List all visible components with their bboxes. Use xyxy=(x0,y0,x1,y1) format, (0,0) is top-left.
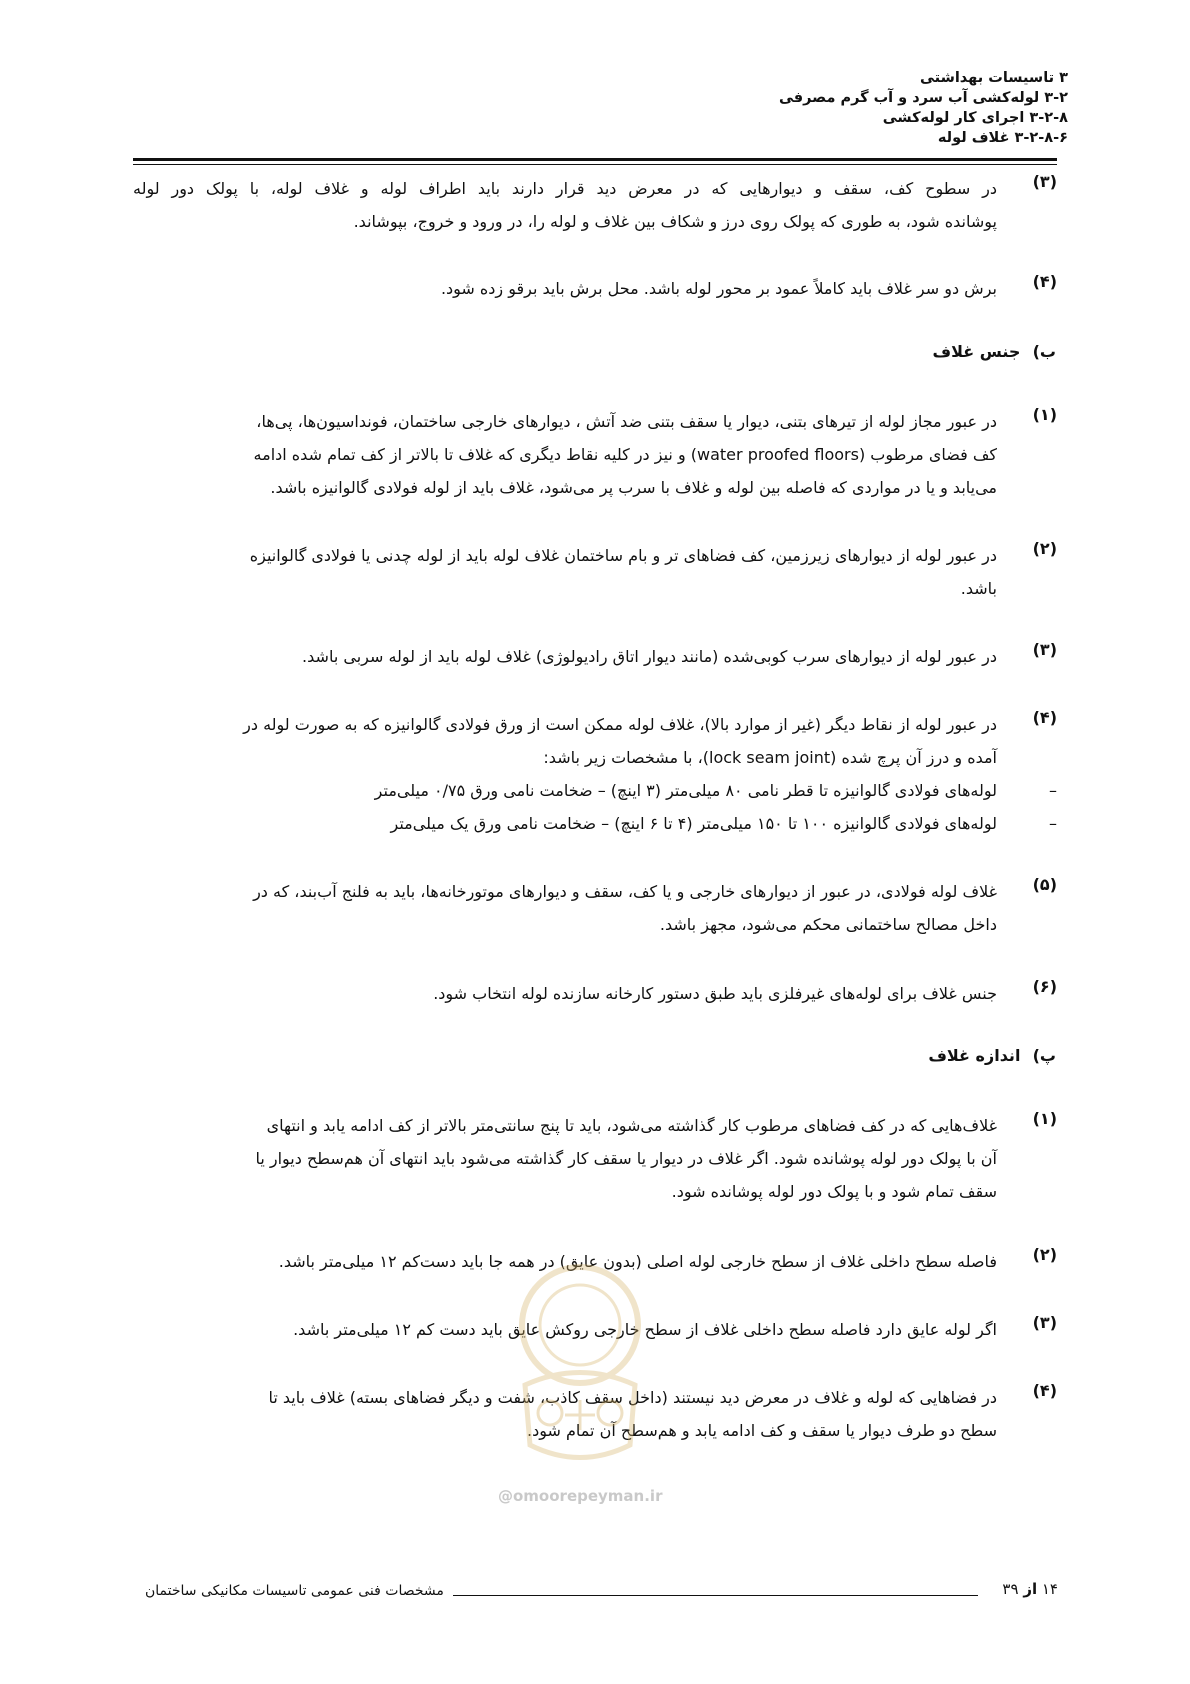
paragraph-line: در سطوح کف، سقف و دیوارهایی که در معرض دید قرار دارند باید اطراف لوله و غلاف لوله، با پولک دور لوله xyxy=(133,179,997,198)
paragraph-number: (۳) xyxy=(1032,640,1057,659)
list-item-text: لوله‌های فولادی گالوانیزه تا قطر نامی ۸۰ میلی‌متر (۳ اینچ) – ضخامت نامی ورق ۰/۷۵ میلی‌متر xyxy=(374,781,997,800)
paragraph-line: در عبور مجاز لوله از تیرهای بتنی، دیوار یا سقف بتنی ضد آتش ، دیوارهای خارجی ساختمان، فونداسیون‌ها، پی‌ها، xyxy=(256,412,997,431)
section-heading-b xyxy=(933,342,1057,361)
paragraph-line: اگر لوله عایق دارد فاصله سطح داخلی غلاف از سطح خارجی روکش عایق باید دست کم ۱۲ میلی‌متر باشد. xyxy=(293,1320,997,1339)
paragraph-b-5 xyxy=(133,875,1057,941)
paragraph-b-6 xyxy=(133,977,1057,1010)
section-title: جنس غلاف xyxy=(932,342,1021,361)
footer-rule xyxy=(570,1595,978,1596)
list-item xyxy=(133,774,1057,807)
seal-logo-icon xyxy=(470,1255,690,1495)
paragraph-line: می‌یابد و یا در مواردی که فاصله بین لوله و غلاف با سرب پر می‌شود، غلاف باید از لوله فولادی گالوانیزه باشد. xyxy=(270,478,997,497)
paragraph-top-3 xyxy=(133,172,1057,238)
paragraph-line: برش دو سر غلاف باید کاملاً عمود بر محور لوله باشد. محل برش باید برقو زده شود. xyxy=(440,279,997,298)
paragraph-line: کف فضای مرطوب (water proofed floors) و نیز در کلیه نقاط دیگری که غلاف تا بالاتر از کف تمام شده ادامه xyxy=(253,445,997,464)
paragraph-line: در عبور لوله از دیوارهای زیرزمین، کف فضاهای تر و بام ساختمان غلاف لوله باید از لوله چدنی یا فولادی گالوانیزه xyxy=(249,546,997,565)
section-title: اندازه غلاف xyxy=(928,1046,1021,1065)
section-heading-p xyxy=(928,1046,1056,1065)
section-letter: ب) xyxy=(1032,342,1056,361)
paragraph-top-4 xyxy=(133,272,1057,305)
header-chapter: ۳ تاسیسات بهداشتی xyxy=(919,70,1068,86)
paragraph-number: (۲) xyxy=(1032,1245,1057,1264)
paragraph-number: (۲) xyxy=(1032,539,1057,558)
header-topic: ۳-۲-۸-۶ غلاف لوله xyxy=(937,130,1068,146)
list-item xyxy=(133,807,1057,840)
paragraph-line: پوشانده شود، به طوری که پولک روی درز و شکاف بین غلاف و لوله را، در ورود و خروج، بپوشاند. xyxy=(353,212,997,231)
section-letter: پ) xyxy=(1032,1046,1056,1065)
paragraph-line: باشد. xyxy=(960,579,997,598)
list-dash: – xyxy=(1049,781,1057,800)
paragraph-b-1 xyxy=(133,405,1057,504)
paragraph-line: در عبور لوله از دیوارهای سرب کوبی‌شده (مانند دیوار اتاق رادیولوژی) غلاف لوله باید از لوله سربی باشد. xyxy=(302,647,997,666)
paragraph-line: سطح دو طرف دیوار یا سقف و کف ادامه یابد و هم‌سطح آن تمام شود. xyxy=(527,1421,997,1440)
header-rule-thin xyxy=(133,164,1057,165)
paragraph-b-2 xyxy=(133,539,1057,605)
header-section: ۳-۲ لوله‌کشی آب سرد و آب گرم مصرفی xyxy=(778,90,1068,106)
paragraph-number: (۴) xyxy=(1032,272,1057,291)
paragraph-line: در عبور لوله از نقاط دیگر (غیر از موارد بالا)، غلاف لوله ممکن است از ورق فولادی گالوانیزه که به صورت لوله در xyxy=(243,715,997,734)
paragraph-b-3 xyxy=(133,640,1057,673)
paragraph-number: (۱) xyxy=(1032,1109,1057,1128)
paragraph-number: (۴) xyxy=(1032,1381,1057,1400)
paragraph-number: (۱) xyxy=(1032,405,1057,424)
paragraph-line: فاصله سطح داخلی غلاف از سطح خارجی لوله اصلی (بدون عایق) در همه جا باید دست‌کم ۱۲ میلی‌متر باشد. xyxy=(278,1252,997,1271)
watermark-text: @omoorepeyman.ir xyxy=(498,1487,663,1505)
paragraph-p-1 xyxy=(133,1109,1057,1208)
paragraph-number: (۵) xyxy=(1032,875,1057,894)
paragraph-line: آمده و درز آن پرچ شده (lock seam joint)، با مشخصات زیر باشد: xyxy=(543,748,997,767)
footer-title: مشخصات فنی عمومی تاسیسات مکانیکی ساختمان xyxy=(145,1583,444,1599)
header-subsection: ۳-۲-۸ اجرای کار لوله‌کشی xyxy=(882,110,1068,126)
header-rule-thick xyxy=(133,158,1057,161)
paragraph-line: در فضاهایی که لوله و غلاف در معرض دید نیستند (داخل سقف کاذب، شفت و دیگر فضاهای بسته) غلاف باید تا xyxy=(268,1388,997,1407)
page-current: ۱۴ xyxy=(1041,1580,1058,1598)
footer-rule xyxy=(453,1595,570,1596)
page-number xyxy=(1002,1580,1058,1598)
paragraph-line: غلاف‌هایی که در کف فضاهای مرطوب کار گذاشته می‌شود، باید تا پنج سانتی‌متر بالاتر از کف ادامه یابد و انتهای xyxy=(266,1116,997,1135)
paragraph-number: (۴) xyxy=(1032,708,1057,727)
paragraph-line: آن با پولک دور لوله پوشانده شود. اگر غلاف در دیوار یا سقف کار گذاشته می‌شود باید انتهای آن هم‌سطح دیوار یا xyxy=(255,1149,997,1168)
page-header xyxy=(368,68,1068,148)
paragraph-number: (۶) xyxy=(1032,977,1057,996)
paragraph-b-4 xyxy=(133,708,1057,840)
list-item-text: لوله‌های فولادی گالوانیزه ۱۰۰ تا ۱۵۰ میلی‌متر (۴ تا ۶ اینچ) – ضخامت نامی ورق یک میلی‌متر xyxy=(390,814,997,833)
paragraph-line: داخل مصالح ساختمانی محکم می‌شود، مجهز باشد. xyxy=(659,915,997,934)
paragraph-number: (۳) xyxy=(1032,1313,1057,1332)
paragraph-number: (۳) xyxy=(1032,172,1057,191)
paragraph-line: سقف تمام شود و با پولک دور لوله پوشانده شود. xyxy=(671,1182,997,1201)
page-total: ۳۹ xyxy=(1002,1580,1019,1598)
paragraph-line: غلاف لوله فولادی، در عبور از دیوارهای خارجی و یا کف، سقف و دیوارهای موتورخانه‌ها، باید به فلنج آب‌بند، که در xyxy=(253,882,997,901)
list-dash: – xyxy=(1049,814,1057,833)
paragraph-line: جنس غلاف برای لوله‌های غیرفلزی باید طبق دستور کارخانه سازنده لوله انتخاب شود. xyxy=(433,984,997,1003)
page-of: از xyxy=(1023,1580,1038,1598)
